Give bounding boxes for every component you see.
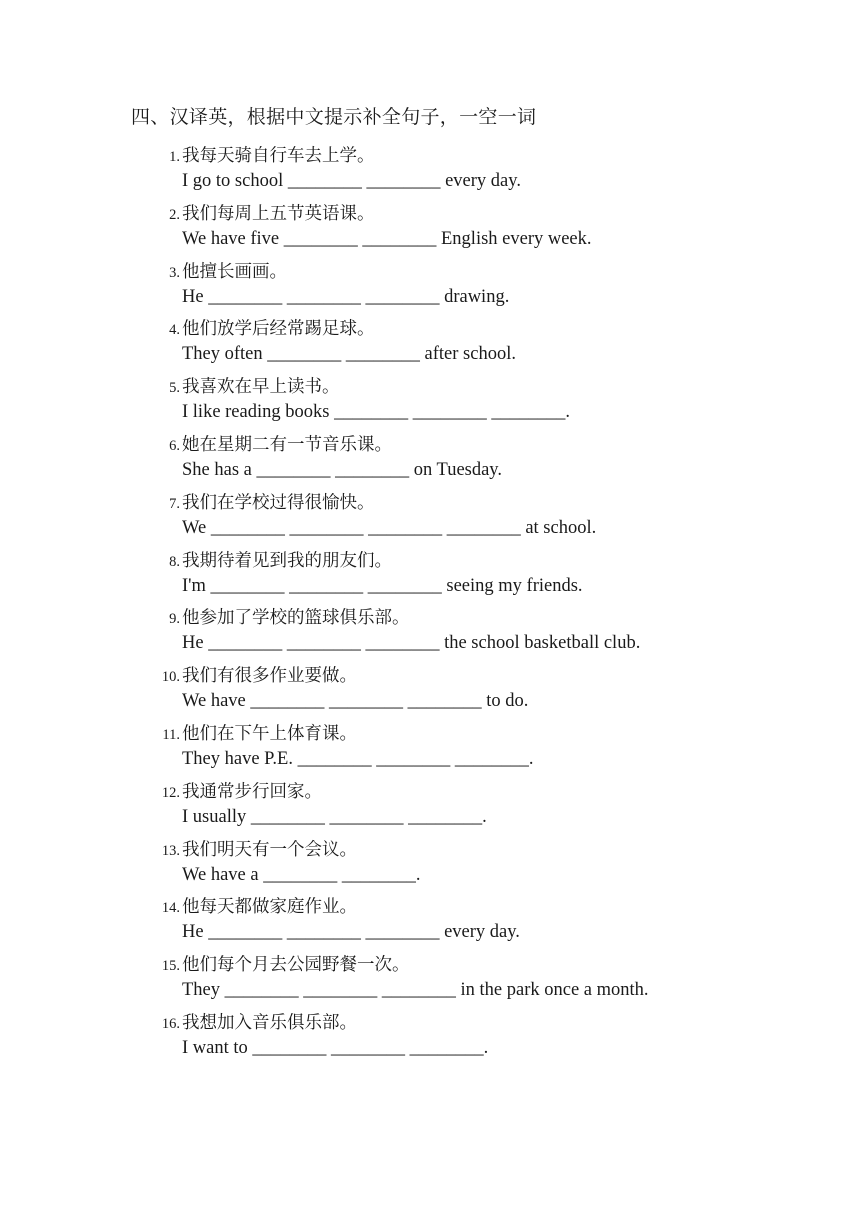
- chinese-prompt: 他每天都做家庭作业。: [182, 897, 357, 918]
- exercise-list: [150, 143, 830, 1068]
- exercise-item: [150, 490, 830, 548]
- chinese-prompt: 他擅长画画。: [182, 261, 287, 282]
- exercise-item: [150, 259, 830, 317]
- exercise-item: [150, 432, 830, 490]
- exercise-item: [150, 663, 830, 721]
- chinese-prompt: 她在星期二有一节音乐课。: [182, 434, 392, 455]
- item-number: 13.: [161, 842, 180, 859]
- chinese-prompt: 我期待着见到我的朋友们。: [182, 550, 392, 571]
- exercise-item: [150, 143, 830, 201]
- english-sentence-with-blanks: We ________ ________ ________ ________ at school.: [182, 517, 597, 538]
- english-sentence-with-blanks: We have five ________ ________ English every week.: [182, 228, 592, 249]
- item-number: 1.: [169, 149, 180, 165]
- english-sentence-with-blanks: They have P.E. ________ ________ ________.: [182, 748, 534, 769]
- chinese-prompt: 我们每周上五节英语课。: [182, 203, 375, 224]
- english-sentence-with-blanks: She has a ________ ________ on Tuesday.: [182, 459, 502, 480]
- chinese-prompt: 他们每个月去公园野餐一次。: [182, 955, 410, 976]
- exercise-item: [150, 605, 830, 663]
- chinese-prompt: 他们放学后经常踢足球。: [182, 319, 375, 340]
- chinese-prompt: 我们在学校过得很愉快。: [182, 492, 375, 513]
- english-sentence-with-blanks: I want to ________ ________ ________.: [182, 1037, 489, 1058]
- item-number: 5.: [169, 380, 180, 397]
- english-sentence-with-blanks: I go to school ________ ________ every day.: [182, 171, 521, 191]
- exercise-item: [150, 952, 830, 1010]
- item-number: 4.: [169, 322, 180, 339]
- chinese-prompt: 我每天骑自行车去上学。: [182, 146, 375, 166]
- exercise-item: [150, 779, 830, 837]
- item-number: 15.: [161, 958, 180, 975]
- exercise-item: [150, 548, 830, 606]
- english-sentence-with-blanks: I usually ________ ________ ________.: [182, 806, 487, 827]
- english-sentence-with-blanks: I'm ________ ________ ________ seeing my friends.: [182, 575, 583, 596]
- chinese-prompt: 他们在下午上体育课。: [182, 723, 357, 744]
- section-title: 四、汉译英，根据中文提示补全句子，一空一词: [131, 106, 537, 128]
- exercise-item: [150, 1010, 830, 1068]
- item-number: 9.: [169, 611, 180, 628]
- english-sentence-with-blanks: We have a ________ ________.: [182, 864, 421, 885]
- exercise-item: [150, 721, 830, 779]
- english-sentence-with-blanks: We have ________ ________ ________ to do.: [182, 691, 529, 712]
- item-number: 12.: [161, 784, 180, 801]
- exercise-item: [150, 894, 830, 952]
- chinese-prompt: 我们有很多作业要做。: [182, 666, 357, 687]
- english-sentence-with-blanks: He ________ ________ ________ every day.: [182, 922, 520, 943]
- chinese-prompt: 我想加入音乐俱乐部。: [182, 1012, 357, 1033]
- item-number: 14.: [161, 900, 180, 917]
- english-sentence-with-blanks: They ________ ________ ________ in the park once a month.: [182, 980, 649, 1001]
- item-number: 2.: [169, 206, 180, 223]
- item-number: 11.: [162, 726, 180, 743]
- exercise-item: [150, 837, 830, 895]
- item-number: 7.: [169, 495, 180, 512]
- exercise-item: [150, 374, 830, 432]
- item-number: 8.: [169, 553, 180, 570]
- item-number: 10.: [161, 669, 180, 686]
- chinese-prompt: 我们明天有一个会议。: [182, 839, 357, 860]
- item-number: 6.: [169, 437, 180, 454]
- english-sentence-with-blanks: He ________ ________ ________ drawing.: [182, 286, 510, 307]
- chinese-prompt: 他参加了学校的篮球俱乐部。: [182, 608, 410, 629]
- chinese-prompt: 我通常步行回家。: [182, 781, 322, 802]
- exercise-item: [150, 201, 830, 259]
- english-sentence-with-blanks: He ________ ________ ________ the school basketball club.: [182, 633, 641, 654]
- chinese-prompt: 我喜欢在早上读书。: [182, 377, 340, 398]
- item-number: 16.: [161, 1015, 180, 1032]
- item-number: 3.: [169, 264, 180, 281]
- exercise-item: [150, 316, 830, 374]
- english-sentence-with-blanks: I like reading books ________ ________ ________.: [182, 402, 570, 423]
- english-sentence-with-blanks: They often ________ ________ after school.: [182, 344, 516, 365]
